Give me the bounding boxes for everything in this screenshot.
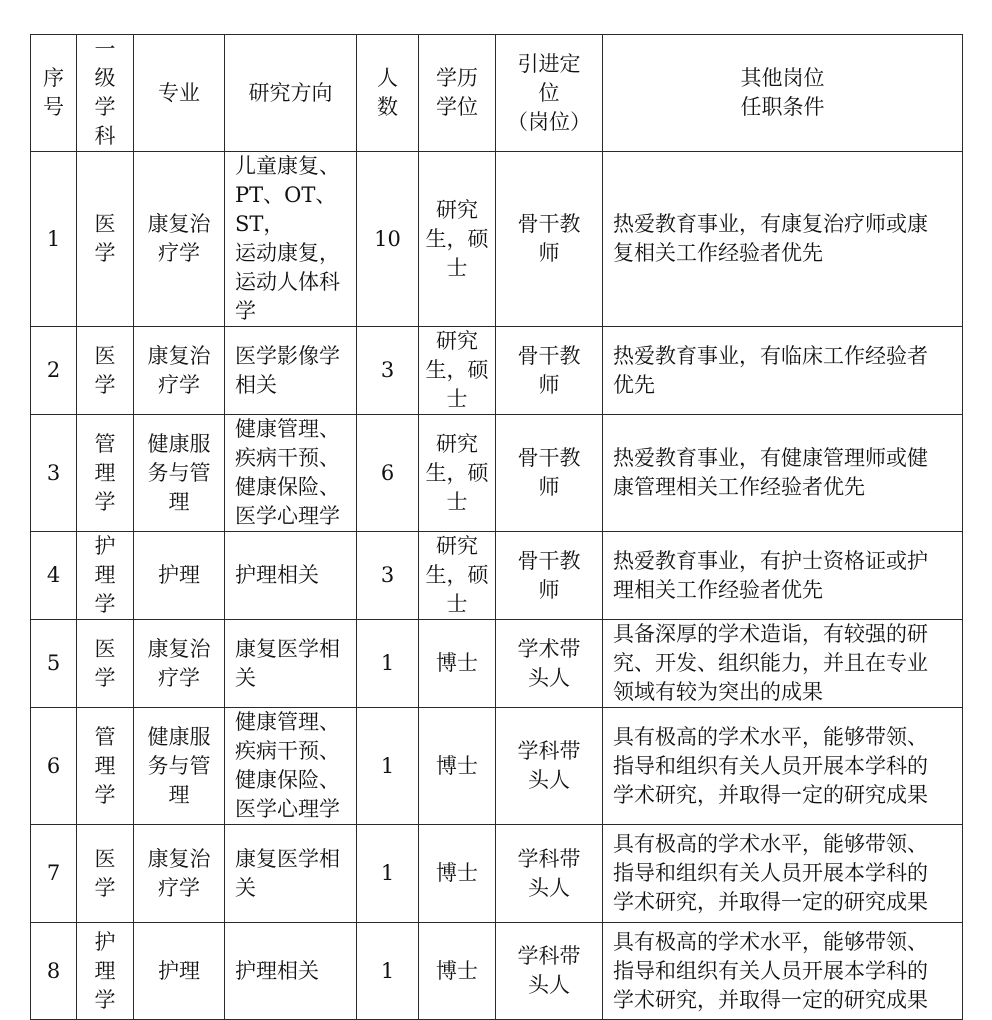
cell-direction: 健康管理、 疾病干预、 健康保险、 医学心理学 — [225, 708, 357, 825]
recruitment-table — [30, 34, 963, 1020]
cell-discipline: 护 理 学 — [77, 923, 134, 1020]
cell-requirements: 具有极高的学术水平，能够带领、 指导和组织有关人员开展本学科的 学术研究，并取得一定的研究成果 — [603, 708, 963, 825]
cell-discipline: 医 学 — [77, 620, 134, 708]
cell-count: 1 — [357, 825, 419, 923]
table-row — [31, 415, 963, 532]
cell-requirements: 具有极高的学术水平，能够带领、 指导和组织有关人员开展本学科的 学术研究，并取得一定的研究成果 — [603, 923, 963, 1020]
cell-direction: 康复医学相 关 — [225, 825, 357, 923]
cell-major: 康复治 疗学 — [134, 327, 225, 415]
cell-seq: 6 — [31, 708, 77, 825]
cell-direction: 康复医学相 关 — [225, 620, 357, 708]
header-count: 人 数 — [357, 35, 419, 152]
cell-degree: 博士 — [419, 825, 496, 923]
cell-count: 1 — [357, 923, 419, 1020]
cell-position: 骨干教 师 — [496, 415, 603, 532]
cell-direction: 护理相关 — [225, 532, 357, 620]
table-row — [31, 327, 963, 415]
header-position: 引进定 位 （岗位） — [496, 35, 603, 152]
cell-position: 骨干教 师 — [496, 532, 603, 620]
cell-direction: 护理相关 — [225, 923, 357, 1020]
cell-requirements: 热爱教育事业，有临床工作经验者 优先 — [603, 327, 963, 415]
cell-direction: 医学影像学 相关 — [225, 327, 357, 415]
cell-position: 学科带 头人 — [496, 825, 603, 923]
header-discipline: 一 级 学 科 — [77, 35, 134, 152]
cell-seq: 8 — [31, 923, 77, 1020]
cell-degree: 研究 生，硕 士 — [419, 532, 496, 620]
cell-count: 6 — [357, 415, 419, 532]
cell-position: 学术带 头人 — [496, 620, 603, 708]
cell-requirements: 热爱教育事业，有康复治疗师或康 复相关工作经验者优先 — [603, 152, 963, 327]
header-degree: 学历 学位 — [419, 35, 496, 152]
table-row — [31, 923, 963, 1020]
cell-degree: 研究 生，硕 士 — [419, 415, 496, 532]
cell-major: 健康服 务与管 理 — [134, 415, 225, 532]
table-row — [31, 532, 963, 620]
table-row — [31, 708, 963, 825]
cell-discipline: 护 理 学 — [77, 532, 134, 620]
cell-major: 康复治 疗学 — [134, 152, 225, 327]
cell-seq: 4 — [31, 532, 77, 620]
cell-discipline: 管 理 学 — [77, 415, 134, 532]
table-header-row — [31, 35, 963, 152]
table-row — [31, 152, 963, 327]
cell-degree: 博士 — [419, 708, 496, 825]
cell-seq: 3 — [31, 415, 77, 532]
cell-position: 学科带 头人 — [496, 708, 603, 825]
cell-requirements: 具备深厚的学术造诣，有较强的研 究、开发、组织能力，并且在专业 领域有较为突出的成果 — [603, 620, 963, 708]
cell-degree: 博士 — [419, 620, 496, 708]
cell-degree: 研究 生，硕 士 — [419, 327, 496, 415]
cell-requirements: 热爱教育事业，有健康管理师或健 康管理相关工作经验者优先 — [603, 415, 963, 532]
cell-count: 1 — [357, 620, 419, 708]
cell-position: 骨干教 师 — [496, 327, 603, 415]
table-row — [31, 620, 963, 708]
cell-seq: 5 — [31, 620, 77, 708]
cell-major: 健康服 务与管 理 — [134, 708, 225, 825]
cell-seq: 1 — [31, 152, 77, 327]
cell-major: 康复治 疗学 — [134, 825, 225, 923]
table-row — [31, 825, 963, 923]
cell-count: 3 — [357, 327, 419, 415]
cell-direction: 儿童康复、 PT、OT、ST， 运动康复， 运动人体科 学 — [225, 152, 357, 327]
cell-count: 1 — [357, 708, 419, 825]
cell-discipline: 管 理 学 — [77, 708, 134, 825]
header-direction: 研究方向 — [225, 35, 357, 152]
cell-seq: 7 — [31, 825, 77, 923]
cell-discipline: 医 学 — [77, 327, 134, 415]
cell-major: 护理 — [134, 923, 225, 1020]
cell-requirements: 具有极高的学术水平，能够带领、 指导和组织有关人员开展本学科的 学术研究，并取得一定的研究成果 — [603, 825, 963, 923]
header-seq: 序 号 — [31, 35, 77, 152]
cell-major: 护理 — [134, 532, 225, 620]
cell-position: 学科带 头人 — [496, 923, 603, 1020]
cell-count: 10 — [357, 152, 419, 327]
cell-requirements: 热爱教育事业，有护士资格证或护 理相关工作经验者优先 — [603, 532, 963, 620]
cell-major: 康复治 疗学 — [134, 620, 225, 708]
header-requirements: 其他岗位 任职条件 — [603, 35, 963, 152]
cell-degree: 博士 — [419, 923, 496, 1020]
cell-seq: 2 — [31, 327, 77, 415]
cell-direction: 健康管理、 疾病干预、 健康保险、 医学心理学 — [225, 415, 357, 532]
cell-position: 骨干教 师 — [496, 152, 603, 327]
header-major: 专业 — [134, 35, 225, 152]
cell-discipline: 医 学 — [77, 825, 134, 923]
cell-count: 3 — [357, 532, 419, 620]
cell-degree: 研究 生，硕 士 — [419, 152, 496, 327]
cell-discipline: 医 学 — [77, 152, 134, 327]
